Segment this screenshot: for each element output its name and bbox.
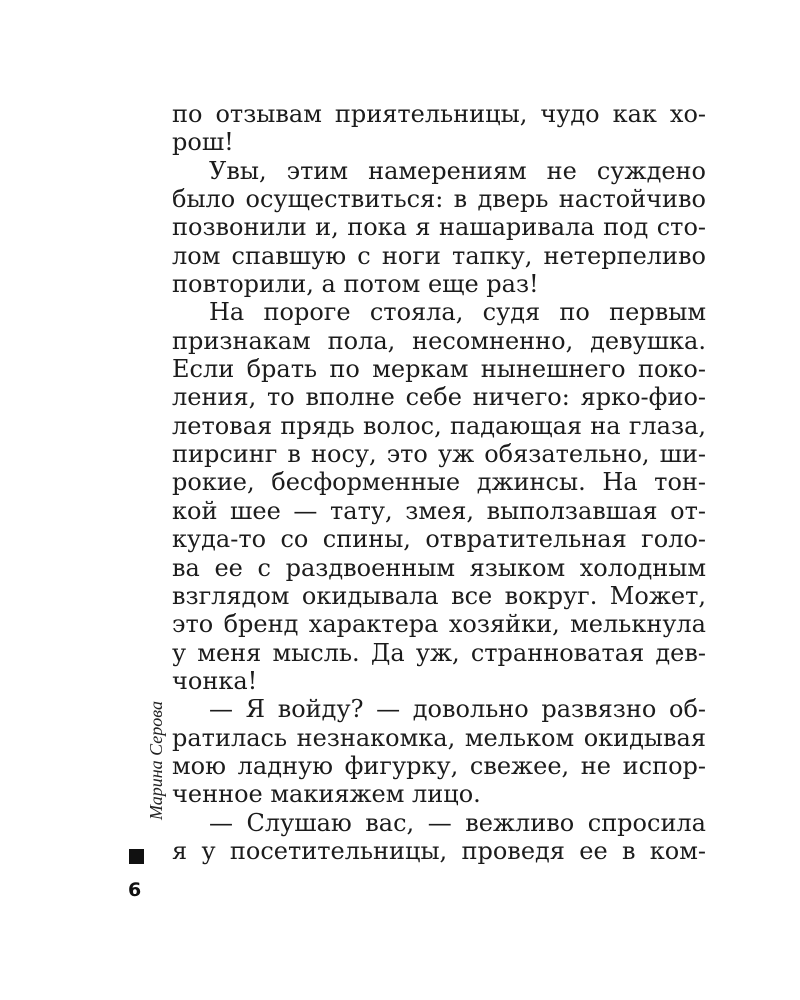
text-line: было осуществиться: в дверь настойчиво — [172, 185, 706, 214]
text-line: я у посетительницы, проведя ее в ком- — [172, 836, 706, 865]
text-line: На пороге стояла, судя по первым — [209, 298, 706, 327]
text-line: — Я войду? — довольно развязно об- — [209, 695, 706, 724]
text-line: Если брать по меркам нынешнего поко- — [172, 355, 706, 384]
text-line: признакам пола, несомненно, девушка. — [172, 326, 706, 355]
text-line: — Слушаю вас, — вежливо спросила — [209, 808, 706, 837]
text-line: у меня мысль. Да уж, странноватая дев- — [172, 638, 706, 667]
page-number: 6 — [128, 879, 142, 901]
text-line: ва ее с раздвоенным языком холодным — [172, 553, 706, 582]
text-line: позвонили и, пока я нашаривала под сто- — [172, 213, 706, 242]
text-line: кой шее — тату, змея, выползавшая от- — [172, 496, 706, 525]
text-line: чонка! — [172, 666, 258, 695]
text-line: повторили, а потом еще раз! — [172, 270, 539, 299]
text-line: летовая прядь волос, падающая на глаза, — [172, 411, 706, 440]
text-line: куда-то со спины, отвратительная голо- — [172, 525, 706, 554]
square-marker-icon — [129, 849, 144, 864]
text-line: пирсинг в носу, это уж обязательно, ши- — [172, 440, 706, 469]
running-head-author: Марина Серова — [146, 701, 166, 820]
text-line: лом спавшую с ноги тапку, нетерпеливо — [172, 241, 706, 270]
text-line: ратилась незнакомка, мельком окидывая — [172, 723, 706, 752]
text-line: по отзывам приятельницы, чудо как хо- — [172, 100, 706, 128]
text-line: ления, то вполне себе ничего: ярко-фио- — [172, 383, 706, 412]
text-line: Увы, этим намерениям не суждено — [209, 156, 706, 185]
text-line: это бренд характера хозяйки, мелькнула — [172, 610, 706, 639]
text-line: мою ладную фигурку, свежее, не испор- — [172, 751, 706, 780]
text-line: рокие, бесформенные джинсы. На тон- — [172, 468, 706, 497]
text-line: рош! — [172, 128, 234, 157]
text-line: взглядом окидывала все вокруг. Может, — [172, 581, 706, 610]
body-text — [172, 100, 706, 865]
text-line: ченное макияжем лицо. — [172, 780, 481, 809]
